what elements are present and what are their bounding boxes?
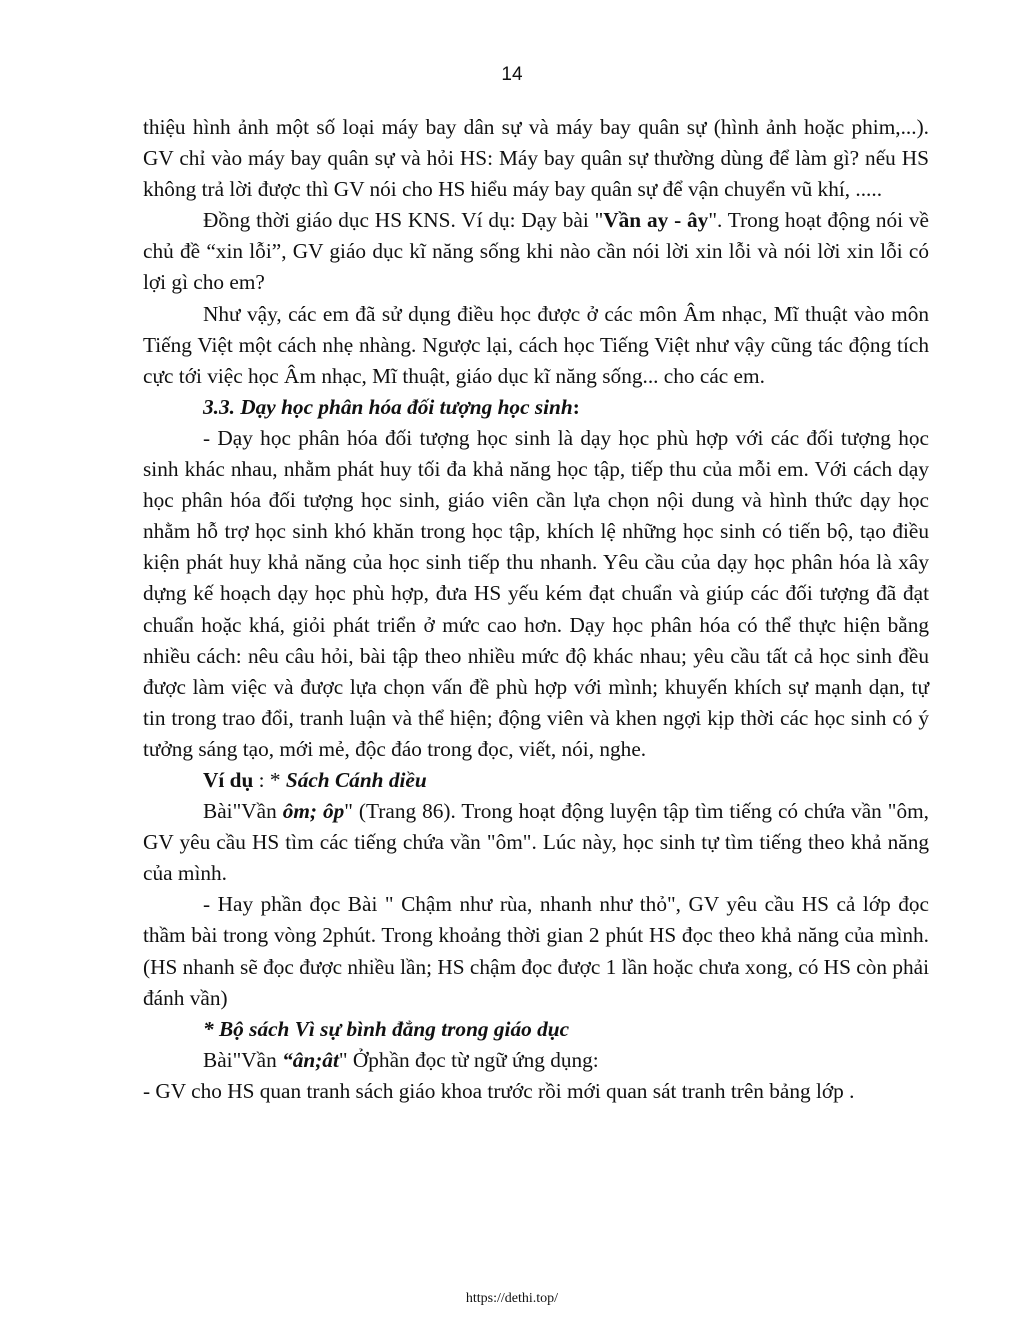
paragraph-5-text-c: " (Trang 86). Trong hoạt động luyện tập tìm tiếng có chứa vần "ôm, GV yêu cầu HS tìm các tiếng chứa vần "ôm". Lúc này, học sinh tự tìm tiếng theo khả năng của mình. [143,799,929,886]
paragraph-3: Như vậy, các em đã sử dụng điều học được ở các môn Âm nhạc, Mĩ thuật vào môn Tiếng Việt một cách nhẹ nhàng. Ngược lại, cách học Tiếng Việt như vậy cũng tác động tích cực tới việc học Âm nhạc, Mĩ thuật, giáo dục kĩ năng sống... cho các em. [143,301,929,388]
paragraph-1: thiệu hình ảnh một số loại máy bay dân sự và máy bay quân sự (hình ảnh hoặc phim,...). GV chỉ vào máy bay quân sự và hỏi HS: Máy bay quân sự thường dùng để làm gì? nếu HS không trả lời được thì GV nói cho HS hiểu máy bay quân sự để vận chuyển vũ khí, ..... [143,115,929,202]
paragraph-7-text-c: " Ởphần đọc từ ngữ ứng dụng: [338,1047,599,1072]
paragraph-8: - GV cho HS quan tranh sách giáo khoa trước rồi mới quan sát tranh trên bảng lớp . [143,1078,855,1103]
page-number: 14 [501,64,523,85]
book-series-heading [143,1014,929,1045]
lesson-title-an-at: “ân;ât [282,1047,339,1072]
section-heading-3-3-text: 3.3. Dạy học phân hóa đối tượng học sinh [203,394,573,419]
paragraph-5-text-a: Bài"Vần [203,799,283,824]
example-separator: : * [253,767,286,792]
paragraph-2 [143,205,929,298]
lesson-title-om-op: ôm; ôp [282,799,345,824]
paragraph-4: - Dạy học phân hóa đối tượng học sinh là dạy học phù hợp với các đối tượng học sinh khác nhau, nhằm phát huy tối đa khả năng học tập, tiếp thu của mỗi em. Với cách dạy học phân hóa đối tượng học sinh, giáo viên cần lựa chọn nội dung và hình thức dạy học nhằm hỗ trợ học sinh khó khăn trong học tập, khích lệ những học sinh có tiến bộ, tạo điều kiện phát huy khả năng của học sinh tiếp thu nhanh. Yêu cầu của dạy học phân hóa là xây dựng kế hoạch dạy học phù hợp, đưa HS yếu kém đạt chuẩn và giúp các đối tượng đã đạt chuẩn hoặc khá, giỏi phát triển ở mức cao hơn. Dạy học phân hóa có thể thực hiện bằng nhiều cách: nêu câu hỏi, bài tập theo nhiều mức độ khác nhau; yêu cầu tất cả học sinh đều được làm việc và được lựa chọn vấn đề phù hợp với mình; khuyến khích sự mạnh dạn, tự tin trong trao đổi, tranh luận và thể hiện; động viên và khen ngợi kịp thời các học sinh có ý tưởng sáng tạo, mới mẻ, độc đáo trong đọc, viết, nói, nghe. [143,425,929,761]
book-series-heading-text: * Bộ sách Vì sự bình đẳng trong giáo dục [203,1016,570,1041]
document-body [143,112,929,1107]
paragraph-7 [143,1045,929,1076]
example-book-name: Sách Cánh diều [285,767,427,792]
paragraph-6: - Hay phần đọc Bài " Chậm như rùa, nhanh như thỏ", GV yêu cầu HS cả lớp đọc thầm bài trong vòng 2phút. Trong khoảng thời gian 2 phút HS đọc theo khả năng của mình. (HS nhanh sẽ đọc được nhiều lần; HS chậm đọc được 1 lần hoặc chưa xong, có HS còn phải đánh vần) [143,892,929,1010]
section-heading-3-3-colon: : [572,394,580,419]
example-label: Ví dụ [203,767,254,792]
section-heading-3-3 [143,392,929,423]
paragraph-5 [143,796,929,889]
example-heading [143,765,929,796]
paragraph-7-text-a: Bài"Vần [203,1047,283,1072]
lesson-title-ay-ay: Vần ay - ây [603,208,709,233]
paragraph-2-text-c: ". Trong hoạt động nói về chủ đề “xin lỗi”, GV giáo dục kĩ năng sống khi nào cần nói lời xin lỗi và nói lời xin lỗi có lợi gì cho em? [143,208,930,295]
paragraph-2-text-a: Đồng thời giáo dục HS KNS. Ví dụ: Dạy bài " [203,208,604,233]
footer-url: https://dethi.top/ [465,1291,559,1306]
